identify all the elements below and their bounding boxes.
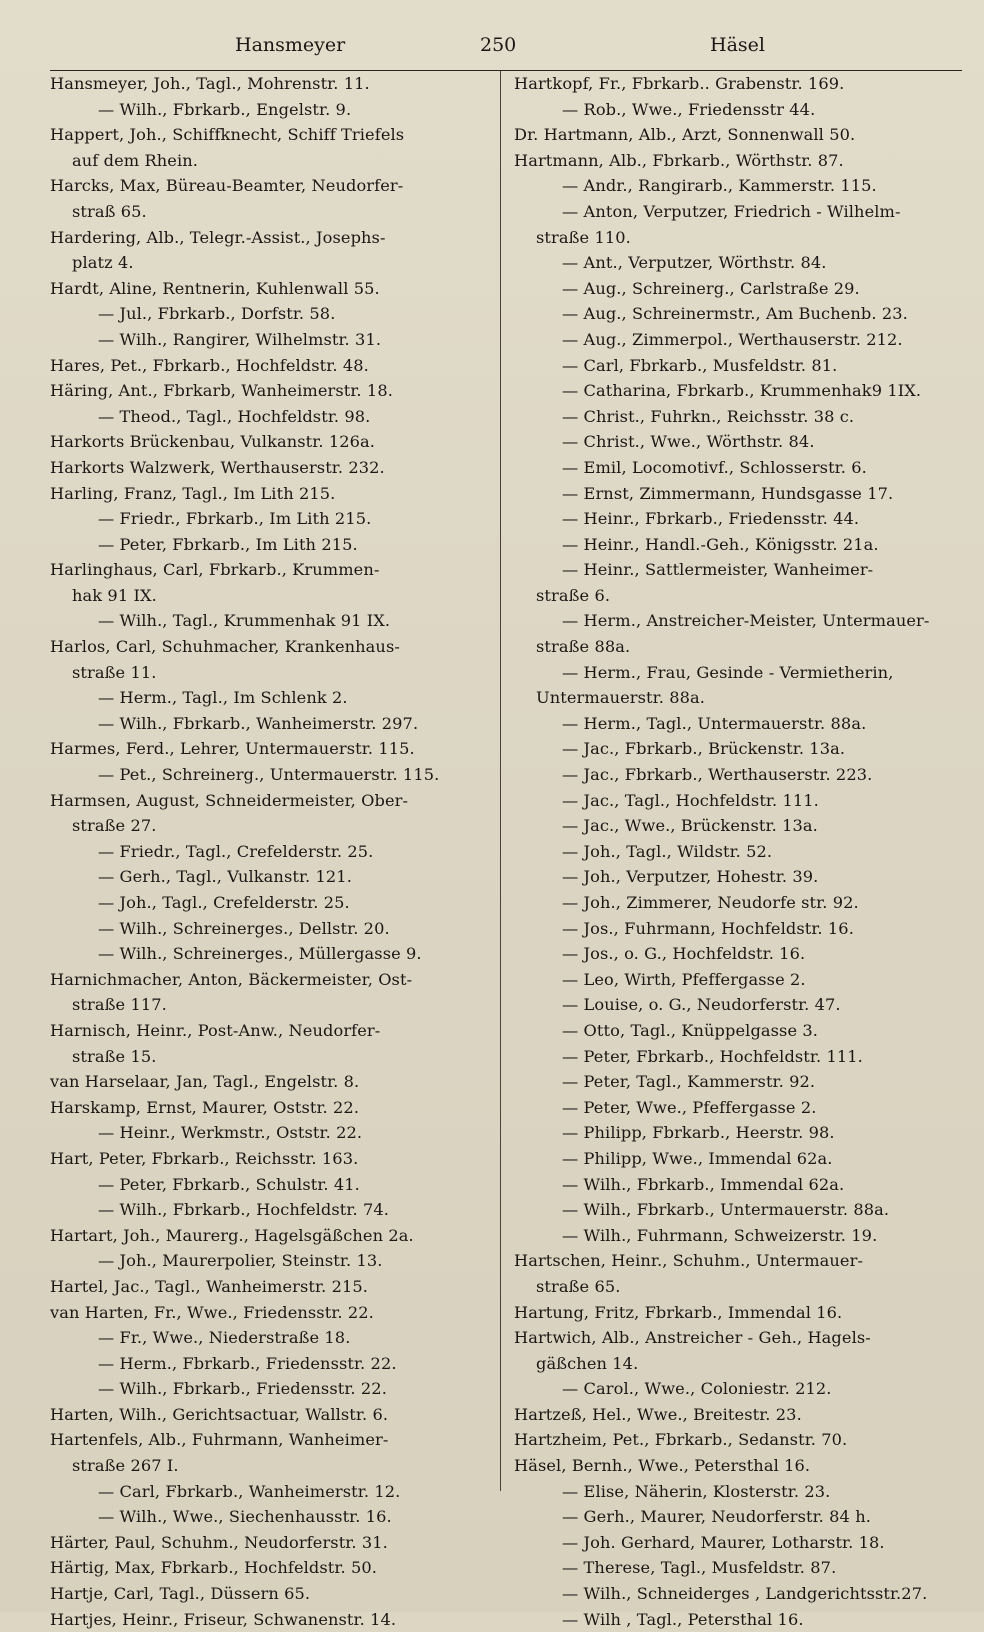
directory-entry: — Wilh., Schneiderges , Landgerichtsstr.27. xyxy=(562,1584,928,1604)
directory-entry: Hartzheim, Pet., Fbrkarb., Sedanstr. 70. xyxy=(514,1430,848,1450)
directory-entry: van Harten, Fr., Wwe., Friedensstr. 22. xyxy=(50,1302,374,1322)
directory-entry: — Otto, Tagl., Knüppelgasse 3. xyxy=(562,1020,819,1040)
directory-entry: — Joh., Tagl., Crefelderstr. 25. xyxy=(98,893,350,912)
directory-entry: — Jac., Tagl., Hochfeldstr. 111. xyxy=(562,790,819,810)
directory-entry: — Jos., Fuhrmann, Hochfeldstr. 16. xyxy=(562,918,854,938)
directory-entry: — Emil, Locomotivf., Schlosserstr. 6. xyxy=(562,457,867,477)
directory-entry: Hartjes, Heinr., Friseur, Schwanenstr. 14. xyxy=(50,1609,397,1629)
directory-entry: — Jac., Fbrkarb., Werthauserstr. 223. xyxy=(562,765,873,785)
directory-entry: — Peter, Fbrkarb., Schulstr. 41. xyxy=(98,1174,360,1194)
directory-entry: Hartmann, Alb., Fbrkarb., Wörthstr. 87. xyxy=(514,150,844,170)
directory-entry: Harnichmacher, Anton, Bäckermeister, Ost- xyxy=(50,969,413,989)
directory-entry: van Harselaar, Jan, Tagl., Engelstr. 8. xyxy=(50,1072,360,1092)
directory-entry: — Herm., Frau, Gesinde - Vermietherin, xyxy=(562,662,894,682)
directory-entry: — Aug., Schreinerg., Carlstraße 29. xyxy=(562,278,860,298)
entry-continuation: straße 27. xyxy=(72,816,157,836)
directory-entry: Harcks, Max, Büreau-Beamter, Neudorfer- xyxy=(50,176,404,196)
directory-entry: Hardering, Alb., Telegr.-Assist., Josephs- xyxy=(50,227,386,247)
entry-continuation: straß 65. xyxy=(72,201,147,221)
directory-entry: — Peter, Tagl., Kammerstr. 92. xyxy=(562,1072,816,1092)
directory-entry: Hardt, Aline, Rentnerin, Kuhlenwall 55. xyxy=(50,278,380,298)
directory-entry: — Herm., Tagl., Untermauerstr. 88a. xyxy=(562,713,867,733)
directory-entry: Harten, Wilh., Gerichtsactuar, Wallstr. 6. xyxy=(50,1404,389,1424)
page-number: 250 xyxy=(480,34,517,56)
directory-entry: — Catharina, Fbrkarb., Krummenhak9 1IX. xyxy=(562,381,922,401)
directory-entry: — Carl, Fbrkarb., Wanheimerstr. 12. xyxy=(98,1481,401,1501)
directory-entry: Harlinghaus, Carl, Fbrkarb., Krummen- xyxy=(50,560,380,580)
directory-entry: — Heinr., Fbrkarb., Friedensstr. 44. xyxy=(562,509,860,529)
entry-continuation: straße 15. xyxy=(72,1046,157,1066)
directory-entry: — Aug., Zimmerpol., Werthauserstr. 212. xyxy=(562,329,903,349)
directory-entry: — Christ., Fuhrkn., Reichsstr. 38 c. xyxy=(562,406,855,426)
directory-entry: — Rob., Wwe., Friedensstr 44. xyxy=(562,99,816,119)
column-divider xyxy=(500,71,501,1491)
entry-continuation: Untermauerstr. 88a. xyxy=(536,688,705,708)
directory-entry: — Friedr., Tagl., Crefelderstr. 25. xyxy=(98,841,374,861)
directory-entry: — Wilh., Rangirer, Wilhelmstr. 31. xyxy=(98,329,382,349)
directory-entry: Häring, Ant., Fbrkarb, Wanheimerstr. 18. xyxy=(50,381,393,401)
directory-entry: — Heinr., Handl.-Geh., Königsstr. 21a. xyxy=(562,534,879,554)
directory-entry: — Wilh., Schreinerges., Dellstr. 20. xyxy=(98,918,390,938)
page-header xyxy=(50,30,962,71)
directory-entry: Hartschen, Heinr., Schuhm., Untermauer- xyxy=(514,1251,864,1271)
directory-entry: — Peter, Fbrkarb., Hochfeldstr. 111. xyxy=(562,1046,863,1066)
directory-entry: — Wilh., Fbrkarb., Friedensstr. 22. xyxy=(98,1379,387,1399)
directory-entry: — Wilh., Fbrkarb., Engelstr. 9. xyxy=(98,99,352,119)
directory-entry: — Joh., Verputzer, Hohestr. 39. xyxy=(562,867,819,887)
directory-entry: — Jul., Fbrkarb., Dorfstr. 58. xyxy=(98,304,336,324)
entry-continuation: hak 91 IX. xyxy=(72,585,157,605)
directory-entry: Hansmeyer, Joh., Tagl., Mohrenstr. 11. xyxy=(50,74,370,93)
directory-entry: Harkorts Brückenbau, Vulkanstr. 126a. xyxy=(50,432,376,452)
directory-entry: Dr. Hartmann, Alb., Arzt, Sonnenwall 50. xyxy=(514,125,856,145)
directory-entry: — Pet., Schreinerg., Untermauerstr. 115. xyxy=(98,765,440,785)
directory-entry: — Christ., Wwe., Wörthstr. 84. xyxy=(562,432,815,452)
directory-entry: Hares, Pet., Fbrkarb., Hochfeldstr. 48. xyxy=(50,355,369,375)
directory-entry: Harmes, Ferd., Lehrer, Untermauerstr. 115. xyxy=(50,739,415,759)
entry-continuation: straße 110. xyxy=(536,227,631,247)
directory-entry: — Gerh., Tagl., Vulkanstr. 121. xyxy=(98,867,352,887)
directory-entry: — Theod., Tagl., Hochfeldstr. 98. xyxy=(98,406,371,426)
directory-entry: — Wilh., Tagl., Krummenhak 91 IX. xyxy=(98,611,391,631)
entry-continuation: straße 88a. xyxy=(536,637,631,657)
directory-entry: — Ernst, Zimmermann, Hundsgasse 17. xyxy=(562,483,894,503)
directory-entry: — Jac., Fbrkarb., Brückenstr. 13a. xyxy=(562,739,846,759)
directory-entry: Hartel, Jac., Tagl., Wanheimerstr. 215. xyxy=(50,1276,369,1296)
directory-entry: Harnisch, Heinr., Post-Anw., Neudorfer- xyxy=(50,1020,381,1040)
directory-entry: — Philipp, Wwe., Immendal 62a. xyxy=(562,1148,833,1168)
directory-entry: Härtig, Max, Fbrkarb., Hochfeldstr. 50. xyxy=(50,1558,377,1578)
directory-entry: — Leo, Wirth, Pfeffergasse 2. xyxy=(562,969,806,989)
entry-continuation: straße 11. xyxy=(72,662,157,682)
directory-entry: — Elise, Näherin, Klosterstr. 23. xyxy=(562,1481,831,1501)
directory-entry: — Louise, o. G., Neudorferstr. 47. xyxy=(562,995,841,1015)
directory-entry: — Wilh., Fbrkarb., Wanheimerstr. 297. xyxy=(98,713,419,733)
directory-entry: — Herm., Anstreicher-Meister, Untermauer- xyxy=(562,611,930,631)
entry-continuation: gäßchen 14. xyxy=(536,1353,639,1373)
directory-entry: — Wilh., Schreinerges., Müllergasse 9. xyxy=(98,944,422,964)
directory-entry: — Philipp, Fbrkarb., Heerstr. 98. xyxy=(562,1123,835,1143)
directory-entry: — Andr., Rangirarb., Kammerstr. 115. xyxy=(562,176,877,196)
entry-continuation: straße 6. xyxy=(536,585,611,605)
directory-entry: — Ant., Verputzer, Wörthstr. 84. xyxy=(562,253,827,273)
directory-entry: — Carol., Wwe., Coloniestr. 212. xyxy=(562,1379,832,1399)
directory-entry: Hartung, Fritz, Fbrkarb., Immendal 16. xyxy=(514,1302,843,1322)
directory-entry: Harskamp, Ernst, Maurer, Oststr. 22. xyxy=(50,1097,360,1117)
directory-entry: — Anton, Verputzer, Friedrich - Wilhelm- xyxy=(562,201,901,221)
directory-entry: Hartart, Joh., Maurerg., Hagelsgäßchen 2a. xyxy=(50,1225,414,1245)
directory-entry: — Joh., Tagl., Wildstr. 52. xyxy=(562,841,773,861)
directory-entry: — Joh. Gerhard, Maurer, Lotharstr. 18. xyxy=(562,1532,885,1552)
directory-entry: Hartwich, Alb., Anstreicher - Geh., Hagels- xyxy=(514,1328,871,1348)
directory-entry: — Aug., Schreinermstr., Am Buchenb. 23. xyxy=(562,304,908,324)
directory-entry: — Jos., o. G., Hochfeldstr. 16. xyxy=(562,944,806,964)
directory-entry: — Jac., Wwe., Brückenstr. 13a. xyxy=(562,816,818,836)
directory-entry: — Carl, Fbrkarb., Musfeldstr. 81. xyxy=(562,355,838,375)
directory-entry: — Herm., Fbrkarb., Friedensstr. 22. xyxy=(98,1353,397,1373)
directory-entry: — Wilh., Fbrkarb., Untermauerstr. 88a. xyxy=(562,1200,890,1220)
directory-entry: — Gerh., Maurer, Neudorferstr. 84 h. xyxy=(562,1507,871,1527)
header-left-keyword: Hansmeyer xyxy=(235,34,346,56)
directory-entry: Harmsen, August, Schneidermeister, Ober- xyxy=(50,790,409,810)
directory-entry: Happert, Joh., Schiffknecht, Schiff Triefels xyxy=(50,125,405,145)
directory-entry: Hartzeß, Hel., Wwe., Breitestr. 23. xyxy=(514,1404,802,1424)
directory-entry: — Fr., Wwe., Niederstraße 18. xyxy=(98,1328,351,1348)
directory-entry: Harling, Franz, Tagl., Im Lith 215. xyxy=(50,483,336,503)
columns xyxy=(50,71,962,1632)
directory-entry: — Wilh , Tagl., Petersthal 16. xyxy=(562,1609,804,1629)
directory-entry: — Friedr., Fbrkarb., Im Lith 215. xyxy=(98,509,372,529)
entry-continuation: auf dem Rhein. xyxy=(72,150,198,170)
directory-entry: — Joh., Zimmerer, Neudorfe str. 92. xyxy=(562,893,859,912)
directory-entry: Harlos, Carl, Schuhmacher, Krankenhaus- xyxy=(50,637,400,657)
entry-continuation: straße 117. xyxy=(72,995,167,1015)
directory-entry: Hartenfels, Alb., Fuhrmann, Wanheimer- xyxy=(50,1430,389,1450)
entry-continuation: platz 4. xyxy=(72,253,134,273)
directory-entry: — Joh., Maurerpolier, Steinstr. 13. xyxy=(98,1251,383,1271)
directory-entry: — Wilh., Wwe., Siechenhausstr. 16. xyxy=(98,1507,392,1527)
directory-entry: Härter, Paul, Schuhm., Neudorferstr. 31. xyxy=(50,1532,388,1552)
directory-entry: — Peter, Fbrkarb., Im Lith 215. xyxy=(98,534,358,554)
directory-entry: — Herm., Tagl., Im Schlenk 2. xyxy=(98,688,348,708)
directory-entry: — Heinr., Sattlermeister, Wanheimer- xyxy=(562,560,874,580)
entry-continuation: straße 267 I. xyxy=(72,1456,179,1476)
right-column xyxy=(500,71,962,1632)
directory-entry: — Wilh., Fbrkarb., Immendal 62a. xyxy=(562,1174,845,1194)
left-column xyxy=(50,71,500,1632)
directory-entry: Hart, Peter, Fbrkarb., Reichsstr. 163. xyxy=(50,1148,359,1168)
directory-entry: — Peter, Wwe., Pfeffergasse 2. xyxy=(562,1097,817,1117)
directory-entry: — Heinr., Werkmstr., Oststr. 22. xyxy=(98,1123,363,1143)
directory-entry: Hartkopf, Fr., Fbrkarb.. Grabenstr. 169. xyxy=(514,74,845,93)
directory-entry: Harkorts Walzwerk, Werthauserstr. 232. xyxy=(50,457,385,477)
directory-entry: — Wilh., Fbrkarb., Hochfeldstr. 74. xyxy=(98,1200,390,1220)
directory-entry: Häsel, Bernh., Wwe., Petersthal 16. xyxy=(514,1456,811,1476)
entry-continuation: straße 65. xyxy=(536,1276,621,1296)
directory-entry: — Therese, Tagl., Musfeldstr. 87. xyxy=(562,1558,837,1578)
directory-entry: — Wilh., Fuhrmann, Schweizerstr. 19. xyxy=(562,1225,878,1245)
header-right-keyword: Häsel xyxy=(710,34,765,56)
directory-entry: Hartje, Carl, Tagl., Düssern 65. xyxy=(50,1584,311,1604)
